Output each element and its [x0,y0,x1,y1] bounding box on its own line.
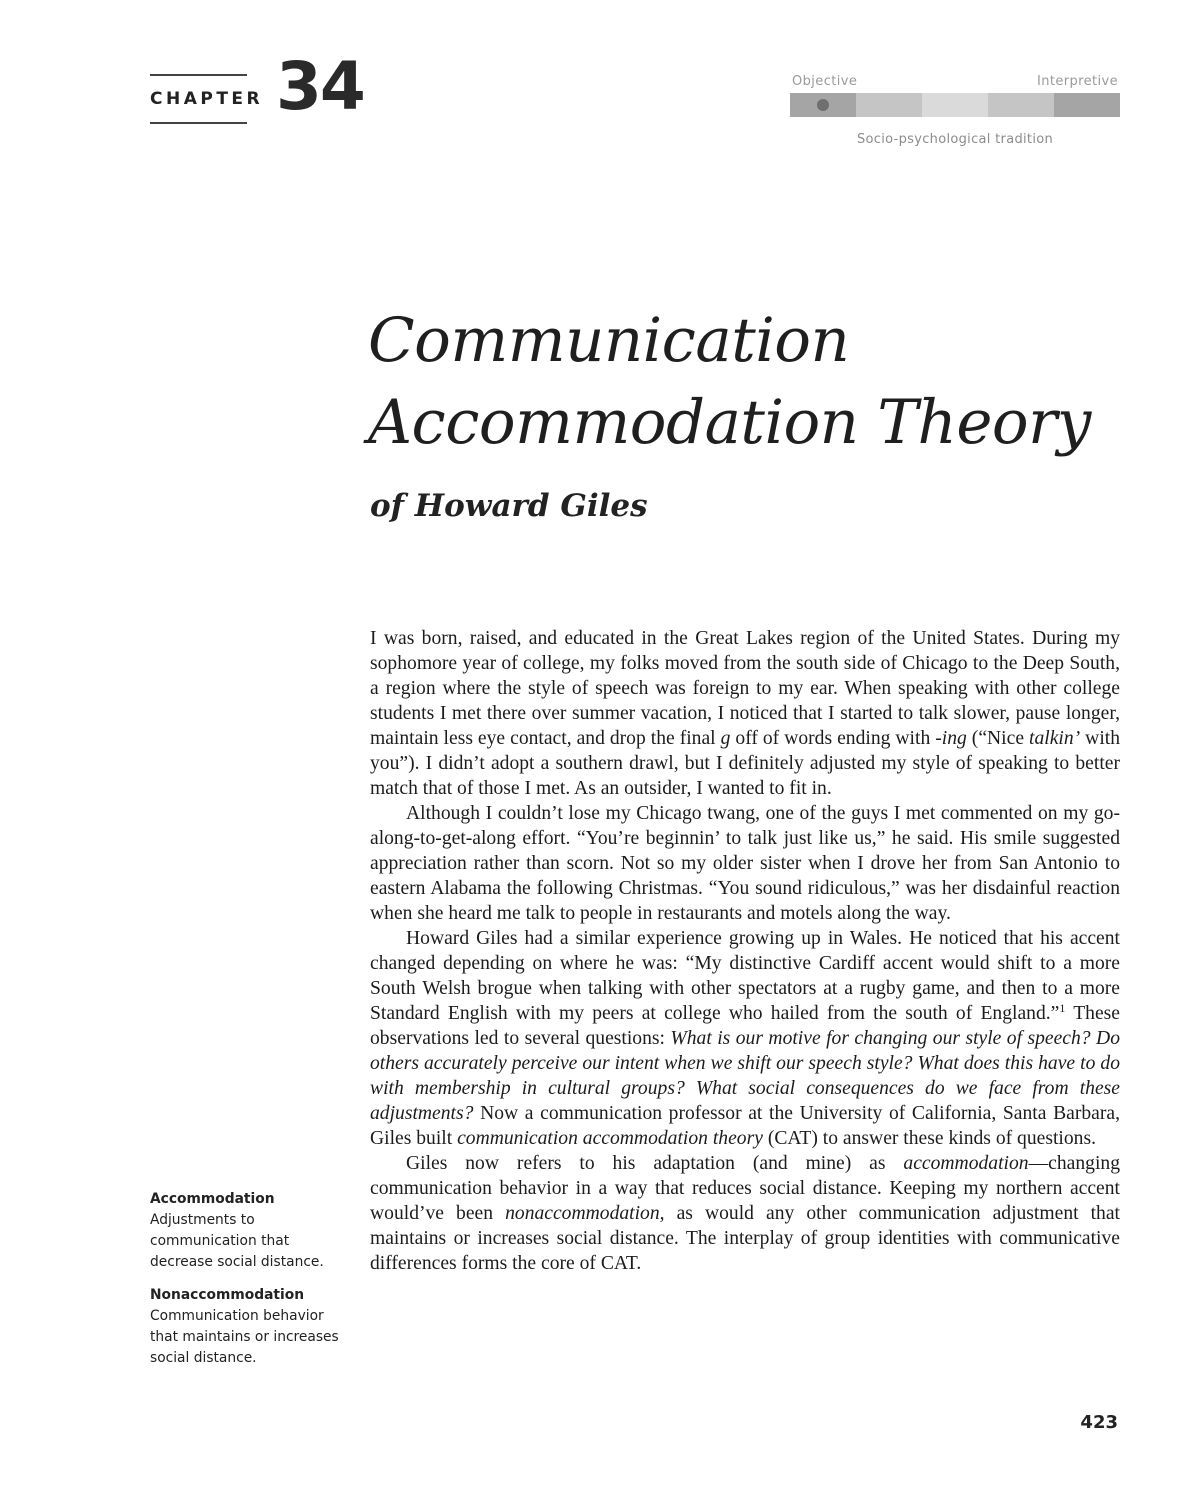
chapter-heading [150,48,380,138]
chapter-number: 34 [276,48,364,125]
footnote-ref: 1 [1059,1001,1066,1015]
tradition-label: Socio-psychological tradition [856,132,1054,147]
paragraph: Giles now refers to his adaptation (and mine) as accommodation—changing communication behavior in a way that reduces social distance. Keeping my northern accent would’ve been nonaccommodation, as would any other communication adjustment that maintains or increases social distance. The interplay of group identities with communicative differences forms the core of CAT. [370,1153,1120,1274]
chapter-label: CHAPTER [150,89,264,109]
scale-segment [1054,93,1120,117]
glossary-entry [150,1285,350,1369]
glossary-entry [150,1189,350,1273]
paragraph: Although I couldn’t lose my Chicago twang, one of the guys I met commented on my go-along-to-get-along effort. “You’re beginnin’ to talk just like us,” he said. His smile suggested appreciation rather than scorn. Not so my older sister when I drove her from San Antonio to eastern Alabama the following Christmas. “You sound ridiculous,” was her disdainful reaction when she heard me talk to people in restaurants and motels along the way. [370,803,1120,924]
chapter-rule-top [150,74,247,76]
paragraph: Howard Giles had a similar experience growing up in Wales. He noticed that his accent changed depending on where he was: “My distinctive Cardiff accent would shift to a more South Welsh brogue when talking with other spectators at a rugby game, and then to a more Standard English with my peers at college who hailed from the south of England.”$^1$ These observations led to several questions: What is our motive for changing our style of speech? Do others accurately perceive our intent when we shift our speech style? What does this have to do with membership in cultural groups? What social consequences do we face from these adjustments? Now a communication professor at the University of California, Santa Barbara, Giles built communication accommodation theory (CAT) to answer these kinds of questions. [370,928,1120,1149]
title-line-2: Accommodation Theory [368,387,1091,458]
tradition-scale [790,74,1120,154]
chapter-subtitle: of Howard Giles [370,488,648,524]
scale-bar [790,93,1120,117]
glossary-definition: Communication behavior that maintains or increases social distance. [150,1308,339,1366]
margin-glossary [150,1189,350,1381]
chapter-rule-bottom [150,122,247,124]
title-line-1: Communication [368,305,850,376]
page-number: 423 [1080,1412,1118,1433]
glossary-definition: Adjustments to communication that decrease social distance. [150,1212,324,1270]
glossary-term: Nonaccommodation [150,1287,305,1303]
scale-segment [856,93,922,117]
body-text [370,626,1120,1276]
scale-label-interpretive: Interpretive [1036,74,1118,89]
scale-segment [922,93,988,117]
glossary-term: Accommodation [150,1191,275,1207]
scale-marker-dot [817,99,829,111]
chapter-title [368,300,1091,464]
paragraph: I was born, raised, and educated in the Great Lakes region of the United States. During my sophomore year of college, my folks moved from the south side of Chicago to the Deep South, a region where the style of speech was foreign to my ear. When speaking with other college students I met there over summer vacation, I noticed that I started to talk slower, pause longer, maintain less eye contact, and drop the final g off of words ending with -ing (“Nice talkin’ with you”). I didn’t adopt a southern drawl, but I definitely adjusted my style of speaking to better match that of those I met. As an outsider, I wanted to fit in. [370,628,1120,799]
scale-segment [988,93,1054,117]
scale-label-objective: Objective [792,74,858,89]
